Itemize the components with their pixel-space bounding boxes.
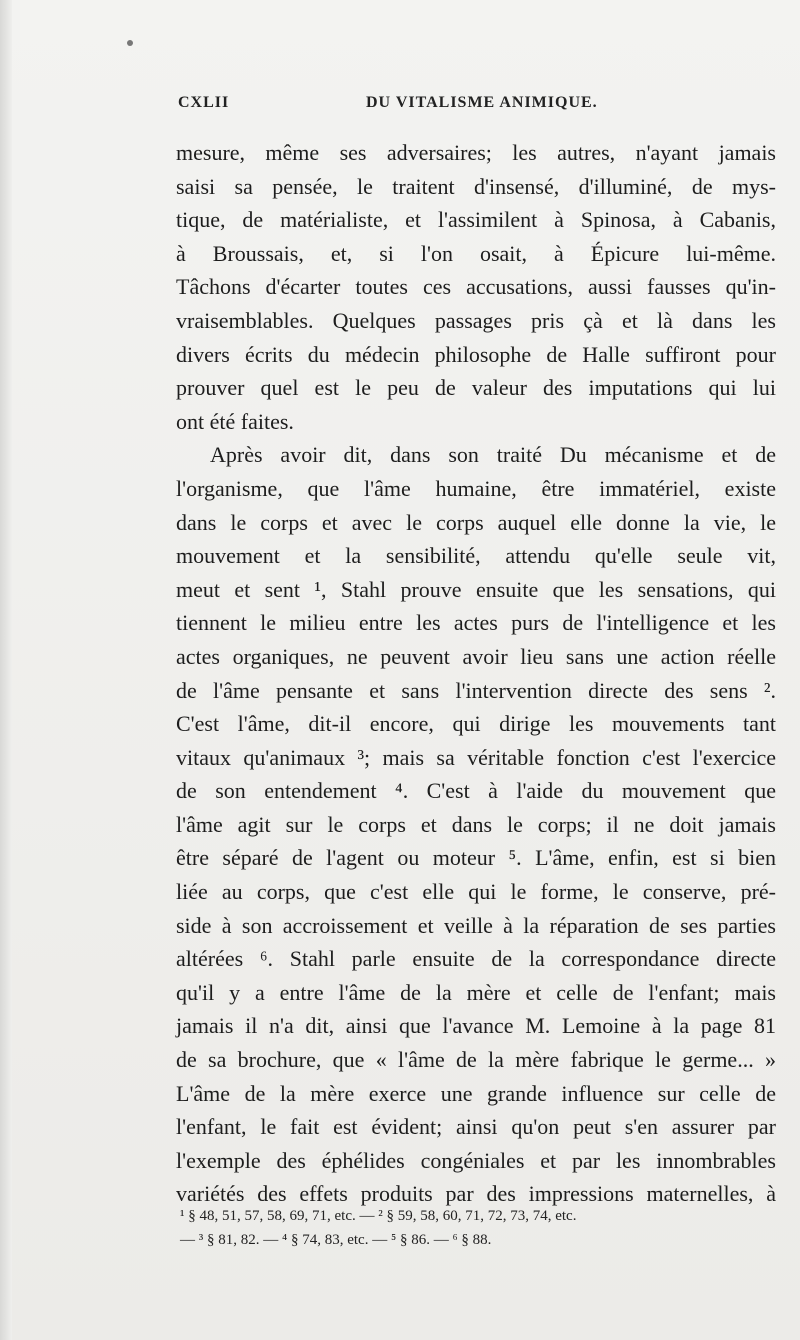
text-line: de sa brochure, que « l'âme de la mère fabrique le germe... » [176, 1047, 776, 1073]
text-line: tiennent le milieu entre les actes purs de l'intelligence et les [176, 610, 776, 636]
text-line: à Broussais, et, si l'on osait, à Épicure lui-même. [176, 240, 776, 266]
text-line: jamais il n'a dit, ainsi que l'avance M. Lemoine à la page 81 [176, 1013, 776, 1039]
text-line: mesure, même ses adversaires; les autres, n'ayant jamais [176, 140, 776, 165]
text-line: L'âme de la mère exerce une grande influence sur celle de [176, 1080, 776, 1106]
body-text [176, 136, 776, 1211]
text-line: meut et sent ¹, Stahl prouve ensuite que les sensations, qui [176, 576, 776, 602]
text-line: l'exemple des éphélides congéniales et par les innombrables [176, 1147, 776, 1173]
text-line: l'organisme, que l'âme humaine, être immatériel, existe [176, 475, 776, 501]
running-title: DU VITALISME ANIMIQUE. [366, 94, 598, 111]
text-line: actes organiques, ne peuvent avoir lieu sans une action réelle [176, 643, 776, 669]
page-number: CXLII [178, 94, 230, 111]
ink-spot [127, 40, 133, 46]
text-line: qu'il y a entre l'âme de la mère et celle de l'enfant; mais [176, 979, 776, 1005]
text-line: être séparé de l'agent ou moteur ⁵. L'âme, enfin, est si bien [176, 845, 776, 871]
text-line: altérées ⁶. Stahl parle ensuite de la correspondance directe [176, 946, 776, 972]
paragraph-2 [176, 438, 776, 1211]
text-line: liée au corps, que c'est elle qui le forme, le conserve, pré- [176, 879, 776, 905]
paragraph-1 [176, 136, 776, 438]
text-line: prouver quel est le peu de valeur des imputations qui lui [176, 375, 776, 401]
text-line: Tâchons d'écarter toutes ces accusations, aussi fausses qu'in- [176, 274, 776, 300]
text-line: tique, de matérialiste, et l'assimilent à Spinosa, à Cabanis, [176, 207, 776, 233]
footnote-line: ¹ § 48, 51, 57, 58, 69, 71, etc. — ² § 59, 58, 60, 71, 72, 73, 74, etc. [180, 1208, 577, 1224]
text-line: dans le corps et avec le corps auquel elle donne la vie, le [176, 509, 776, 535]
text-line: side à son accroissement et veille à la réparation de ses parties [176, 912, 776, 938]
text-line: C'est l'âme, dit-il encore, qui dirige les mouvements tant [176, 711, 776, 737]
text-line: variétés des effets produits par des impressions maternelles, à [176, 1181, 776, 1207]
text-line: saisi sa pensée, le traitent d'insensé, d'illuminé, de mys- [176, 173, 776, 199]
footnote-line: — ³ § 81, 82. — ⁴ § 74, 83, etc. — ⁵ § 86. — ⁶ § 88. [180, 1232, 492, 1248]
text-line: ont été faites. [176, 408, 294, 434]
page-header [178, 94, 774, 120]
text-line: de l'âme pensante et sans l'intervention directe des sens ². [176, 677, 776, 703]
footnotes [180, 1204, 776, 1252]
text-line: divers écrits du médecin philosophe de Halle suffiront pour [176, 341, 776, 367]
text-line: l'âme agit sur le corps et dans le corps; il ne doit jamais [176, 811, 776, 837]
text-line: mouvement et la sensibilité, attendu qu'elle seule vit, [176, 543, 776, 569]
text-line: vraisemblables. Quelques passages pris çà et là dans les [176, 307, 776, 333]
text-line: Après avoir dit, dans son traité Du mécanisme et de [210, 442, 776, 468]
text-line: vitaux qu'animaux ³; mais sa véritable fonction c'est l'exercice [176, 744, 776, 770]
text-line: de son entendement ⁴. C'est à l'aide du mouvement que [176, 778, 776, 804]
text-line: l'enfant, le fait est évident; ainsi qu'on peut s'en assurer par [176, 1114, 776, 1140]
